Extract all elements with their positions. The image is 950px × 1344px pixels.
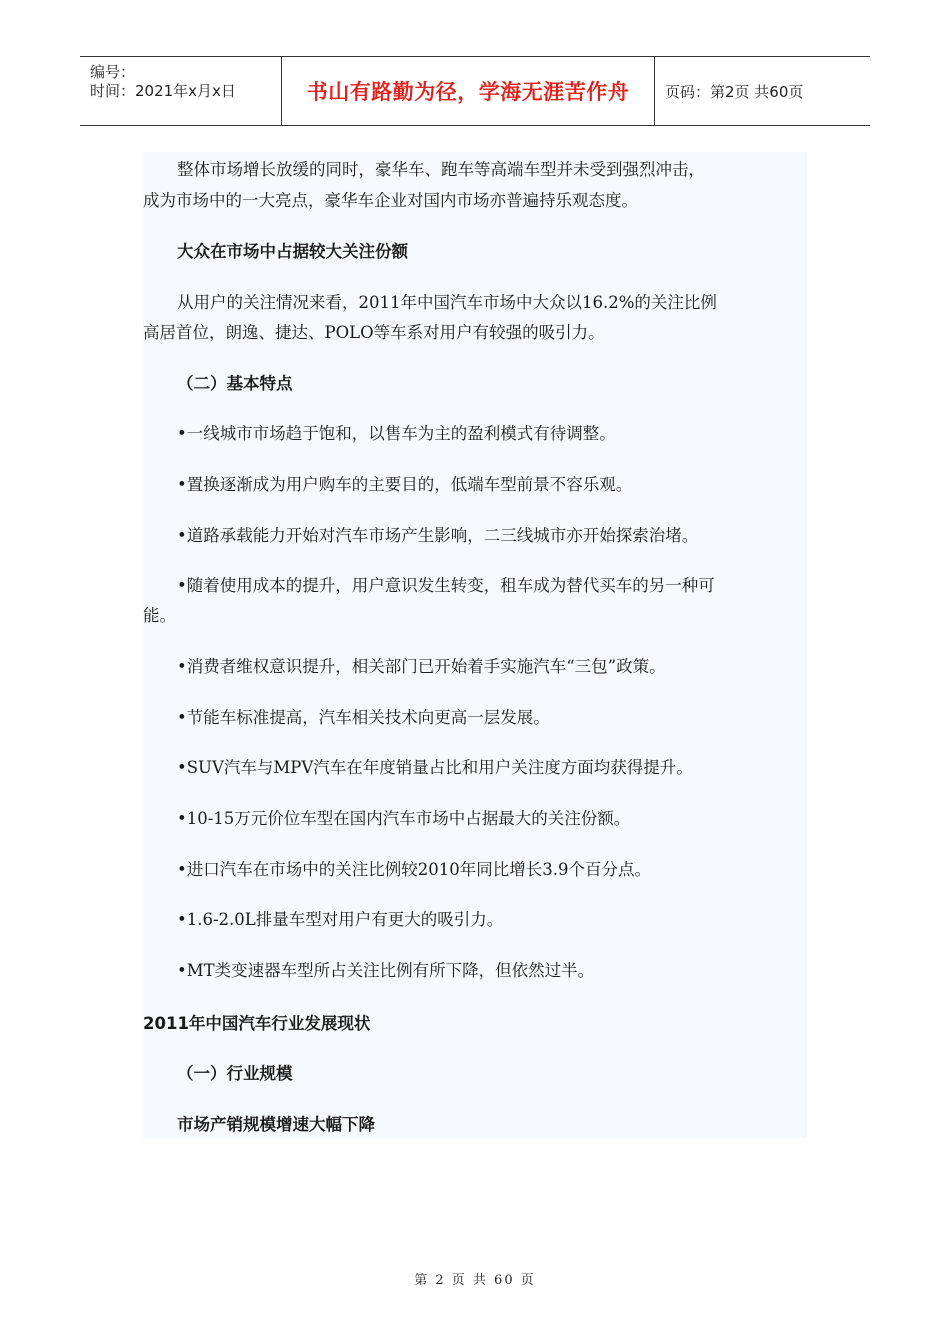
- chapter-heading: 2011年中国汽车行业发展现状: [143, 1014, 371, 1033]
- bullet-continuation: 能。: [143, 606, 176, 625]
- bullet-item: •MT类变速器车型所占关注比例有所下降，但依然过半。: [177, 961, 595, 980]
- section-heading: （一）行业规模: [177, 1064, 293, 1083]
- bullet-item: •道路承载能力开始对汽车市场产生影响，二三线城市亦开始探索治堵。: [177, 526, 699, 545]
- bullet-item: •消费者维权意识提升，相关部门已开始着手实施汽车“三包”政策。: [177, 657, 666, 676]
- header-motto: 书山有路勤为径，学海无涯苦作舟: [281, 57, 655, 125]
- bullet-item: •进口汽车在市场中的关注比例较2010年同比增长3.9个百分点。: [177, 860, 651, 879]
- paragraph-line: 高居首位，朗逸、捷达、POLO等车系对用户有较强的吸引力。: [143, 323, 605, 342]
- page-header: [80, 56, 870, 126]
- section-heading: 市场产销规模增速大幅下降: [177, 1115, 375, 1134]
- paragraph-line: 整体市场增长放缓的同时，豪华车、跑车等高端车型并未受到强烈冲击，: [177, 160, 705, 179]
- header-meta: [80, 57, 281, 125]
- bullet-item: •SUV汽车与MPV汽车在年度销量占比和用户关注度方面均获得提升。: [177, 758, 693, 777]
- bullet-item: •置换逐渐成为用户购车的主要目的，低端车型前景不容乐观。: [177, 475, 633, 494]
- number-label: 编号：: [90, 63, 136, 81]
- paragraph-line: 成为市场中的一大亮点，豪华车企业对国内市场亦普遍持乐观态度。: [143, 191, 638, 210]
- document-body: [143, 152, 807, 1138]
- bullet-item: •一线城市市场趋于饱和，以售车为主的盈利模式有待调整。: [177, 424, 616, 443]
- paragraph-line: 从用户的关注情况来看，2011年中国汽车市场中大众以16.2%的关注比例: [177, 293, 717, 312]
- time-label: 时间：2021年x月x日: [90, 82, 236, 100]
- section-heading: 大众在市场中占据较大关注份额: [177, 242, 408, 261]
- header-page-info: 页码：第2页 共60页: [665, 82, 804, 101]
- bullet-item: •1.6-2.0L排量车型对用户有更大的吸引力。: [177, 910, 504, 929]
- section-heading: （二）基本特点: [177, 374, 293, 393]
- bullet-item: •随着使用成本的提升，用户意识发生转变，租车成为替代买车的另一种可: [177, 576, 715, 595]
- page-footer: 第 2 页 共 60 页: [414, 1273, 536, 1288]
- bullet-item: •10-15万元价位车型在国内汽车市场中占据最大的关注份额。: [177, 809, 631, 828]
- bullet-item: •节能车标准提高，汽车相关技术向更高一层发展。: [177, 708, 550, 727]
